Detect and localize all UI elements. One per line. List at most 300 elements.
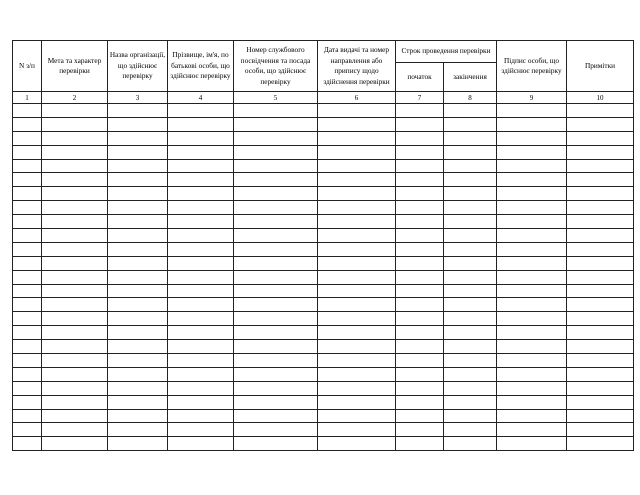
table-row bbox=[13, 395, 634, 409]
table-cell bbox=[318, 242, 396, 256]
table-cell bbox=[396, 367, 444, 381]
table-cell bbox=[168, 395, 234, 409]
header-notes: Примітки bbox=[567, 41, 634, 92]
table-cell bbox=[497, 298, 567, 312]
table-cell bbox=[567, 395, 634, 409]
table-cell bbox=[318, 187, 396, 201]
table-cell bbox=[168, 117, 234, 131]
table-cell bbox=[234, 104, 318, 118]
column-number: 3 bbox=[108, 92, 168, 104]
table-row bbox=[13, 312, 634, 326]
table-cell bbox=[567, 437, 634, 451]
column-number: 7 bbox=[396, 92, 444, 104]
table-cell bbox=[13, 312, 42, 326]
table-cell bbox=[168, 256, 234, 270]
table-cell bbox=[497, 242, 567, 256]
table-cell bbox=[13, 242, 42, 256]
table-cell bbox=[444, 284, 497, 298]
table-cell bbox=[444, 395, 497, 409]
table-cell bbox=[318, 104, 396, 118]
table-cell bbox=[318, 229, 396, 243]
table-cell bbox=[318, 270, 396, 284]
table-cell bbox=[318, 437, 396, 451]
table-cell bbox=[42, 229, 108, 243]
table-cell bbox=[168, 284, 234, 298]
table-cell bbox=[567, 312, 634, 326]
table-cell bbox=[42, 340, 108, 354]
header-period-start: початок bbox=[396, 63, 444, 92]
table-row bbox=[13, 145, 634, 159]
table-row bbox=[13, 201, 634, 215]
table-cell bbox=[42, 187, 108, 201]
table-cell bbox=[42, 270, 108, 284]
table-cell bbox=[168, 367, 234, 381]
table-cell bbox=[42, 173, 108, 187]
table-cell bbox=[444, 145, 497, 159]
table-cell bbox=[13, 284, 42, 298]
table-cell bbox=[444, 437, 497, 451]
header-number: N з/п bbox=[13, 41, 42, 92]
table-cell bbox=[42, 117, 108, 131]
table-cell bbox=[42, 284, 108, 298]
header-inspector-name: Прізвище, ім'я, по батькові особи, що здійснює перевірку bbox=[168, 41, 234, 92]
table-cell bbox=[42, 256, 108, 270]
header-period: Строк проведення перевірки bbox=[396, 41, 497, 63]
table-cell bbox=[168, 201, 234, 215]
table-row bbox=[13, 409, 634, 423]
table-cell bbox=[396, 423, 444, 437]
table-cell bbox=[396, 326, 444, 340]
table-cell bbox=[108, 201, 168, 215]
table-cell bbox=[444, 242, 497, 256]
table-cell bbox=[444, 229, 497, 243]
table-cell bbox=[108, 270, 168, 284]
table-cell bbox=[108, 326, 168, 340]
table-cell bbox=[108, 409, 168, 423]
table-cell bbox=[497, 270, 567, 284]
table-cell bbox=[234, 229, 318, 243]
table-cell bbox=[108, 367, 168, 381]
table-cell bbox=[497, 354, 567, 368]
table-cell bbox=[42, 409, 108, 423]
table-cell bbox=[13, 423, 42, 437]
table-cell bbox=[108, 117, 168, 131]
table-row bbox=[13, 326, 634, 340]
table-cell bbox=[168, 104, 234, 118]
table-cell bbox=[234, 298, 318, 312]
header-row-top bbox=[13, 41, 634, 63]
table-cell bbox=[497, 340, 567, 354]
table-cell bbox=[234, 215, 318, 229]
table-cell bbox=[497, 229, 567, 243]
column-number: 1 bbox=[13, 92, 42, 104]
table-cell bbox=[444, 354, 497, 368]
table-cell bbox=[234, 409, 318, 423]
header-period-end: закінчення bbox=[444, 63, 497, 92]
table-cell bbox=[234, 159, 318, 173]
table-cell bbox=[567, 229, 634, 243]
table-cell bbox=[108, 215, 168, 229]
table-cell bbox=[318, 145, 396, 159]
table-cell bbox=[396, 340, 444, 354]
table-cell bbox=[318, 326, 396, 340]
table-cell bbox=[42, 131, 108, 145]
header-certificate: Номер службового посвідчення та посада особи, що здійснює перевірку bbox=[234, 41, 318, 92]
table-cell bbox=[318, 381, 396, 395]
table-cell bbox=[13, 437, 42, 451]
table-cell bbox=[234, 312, 318, 326]
table-row bbox=[13, 242, 634, 256]
table-cell bbox=[108, 242, 168, 256]
table-cell bbox=[234, 326, 318, 340]
table-cell bbox=[108, 159, 168, 173]
table-cell bbox=[13, 131, 42, 145]
table-cell bbox=[497, 312, 567, 326]
table-cell bbox=[497, 215, 567, 229]
table-cell bbox=[567, 117, 634, 131]
table-cell bbox=[567, 326, 634, 340]
table-cell bbox=[318, 131, 396, 145]
table-cell bbox=[108, 298, 168, 312]
table-cell bbox=[42, 312, 108, 326]
table-cell bbox=[168, 215, 234, 229]
table-cell bbox=[108, 145, 168, 159]
table-row bbox=[13, 187, 634, 201]
table-cell bbox=[168, 437, 234, 451]
table-cell bbox=[234, 437, 318, 451]
table-row bbox=[13, 131, 634, 145]
table-cell bbox=[396, 312, 444, 326]
table-cell bbox=[396, 187, 444, 201]
table-cell bbox=[396, 437, 444, 451]
table-cell bbox=[567, 354, 634, 368]
table-cell bbox=[318, 340, 396, 354]
table-cell bbox=[318, 409, 396, 423]
table-cell bbox=[42, 437, 108, 451]
table-cell bbox=[396, 131, 444, 145]
table-cell bbox=[444, 340, 497, 354]
table-cell bbox=[567, 367, 634, 381]
table-cell bbox=[42, 423, 108, 437]
table-cell bbox=[497, 131, 567, 145]
table-row bbox=[13, 117, 634, 131]
table-cell bbox=[13, 145, 42, 159]
table-cell bbox=[567, 381, 634, 395]
column-number: 2 bbox=[42, 92, 108, 104]
table-cell bbox=[42, 159, 108, 173]
table-cell bbox=[396, 256, 444, 270]
table-cell bbox=[396, 159, 444, 173]
table-row bbox=[13, 256, 634, 270]
column-number: 9 bbox=[497, 92, 567, 104]
table-cell bbox=[234, 340, 318, 354]
table-cell bbox=[497, 284, 567, 298]
table-cell bbox=[318, 312, 396, 326]
table-cell bbox=[567, 201, 634, 215]
table-cell bbox=[396, 381, 444, 395]
table-cell bbox=[13, 270, 42, 284]
column-number-row bbox=[13, 92, 634, 104]
table-cell bbox=[13, 298, 42, 312]
table-cell bbox=[497, 381, 567, 395]
header-order-date: Дата видачі та номер направлення або припису щодо здійснення перевірки bbox=[318, 41, 396, 92]
table-cell bbox=[168, 423, 234, 437]
table-cell bbox=[497, 423, 567, 437]
table-cell bbox=[497, 159, 567, 173]
table-cell bbox=[396, 242, 444, 256]
column-number: 6 bbox=[318, 92, 396, 104]
table-cell bbox=[396, 117, 444, 131]
table-cell bbox=[318, 117, 396, 131]
table-cell bbox=[444, 131, 497, 145]
table-cell bbox=[234, 187, 318, 201]
table-cell bbox=[497, 187, 567, 201]
table-cell bbox=[13, 381, 42, 395]
table-cell bbox=[13, 187, 42, 201]
table-cell bbox=[13, 326, 42, 340]
table-cell bbox=[318, 256, 396, 270]
table-cell bbox=[396, 145, 444, 159]
table-cell bbox=[42, 367, 108, 381]
header-signature: Підпис особи, що здійснює перевірку bbox=[497, 41, 567, 92]
table-cell bbox=[234, 395, 318, 409]
table-cell bbox=[444, 367, 497, 381]
column-number: 5 bbox=[234, 92, 318, 104]
table-row bbox=[13, 215, 634, 229]
table-cell bbox=[108, 187, 168, 201]
table-cell bbox=[318, 215, 396, 229]
table-row bbox=[13, 229, 634, 243]
table-cell bbox=[567, 409, 634, 423]
table-cell bbox=[108, 104, 168, 118]
table-cell bbox=[567, 215, 634, 229]
table-cell bbox=[13, 104, 42, 118]
table-cell bbox=[396, 201, 444, 215]
table-cell bbox=[444, 187, 497, 201]
table-cell bbox=[108, 340, 168, 354]
table-cell bbox=[444, 270, 497, 284]
header-organization: Назва організації, що здійснює перевірку bbox=[108, 41, 168, 92]
table-cell bbox=[13, 395, 42, 409]
table-cell bbox=[396, 104, 444, 118]
table-cell bbox=[234, 423, 318, 437]
table-cell bbox=[318, 395, 396, 409]
table-cell bbox=[13, 201, 42, 215]
table-cell bbox=[567, 340, 634, 354]
table-cell bbox=[234, 131, 318, 145]
table-cell bbox=[168, 187, 234, 201]
table-cell bbox=[444, 312, 497, 326]
table-cell bbox=[42, 145, 108, 159]
table-cell bbox=[42, 201, 108, 215]
table-row bbox=[13, 284, 634, 298]
table-cell bbox=[396, 229, 444, 243]
table-cell bbox=[168, 354, 234, 368]
table-cell bbox=[42, 326, 108, 340]
table-row bbox=[13, 270, 634, 284]
table-cell bbox=[444, 173, 497, 187]
table-cell bbox=[234, 354, 318, 368]
table-cell bbox=[13, 367, 42, 381]
table-cell bbox=[234, 284, 318, 298]
table-cell bbox=[13, 354, 42, 368]
table-row bbox=[13, 173, 634, 187]
table-cell bbox=[497, 326, 567, 340]
table-cell bbox=[108, 256, 168, 270]
table-cell bbox=[497, 409, 567, 423]
table-cell bbox=[567, 173, 634, 187]
table-cell bbox=[13, 159, 42, 173]
register-body bbox=[13, 104, 634, 451]
table-cell bbox=[42, 381, 108, 395]
table-cell bbox=[108, 131, 168, 145]
table-row bbox=[13, 340, 634, 354]
table-cell bbox=[567, 423, 634, 437]
table-cell bbox=[42, 215, 108, 229]
table-cell bbox=[444, 104, 497, 118]
table-cell bbox=[567, 298, 634, 312]
table-cell bbox=[567, 104, 634, 118]
table-cell bbox=[168, 340, 234, 354]
table-cell bbox=[396, 215, 444, 229]
table-cell bbox=[13, 173, 42, 187]
table-cell bbox=[234, 256, 318, 270]
table-cell bbox=[396, 270, 444, 284]
table-cell bbox=[168, 242, 234, 256]
table-cell bbox=[497, 367, 567, 381]
table-cell bbox=[567, 145, 634, 159]
table-cell bbox=[497, 145, 567, 159]
table-cell bbox=[13, 229, 42, 243]
table-cell bbox=[13, 256, 42, 270]
table-cell bbox=[567, 131, 634, 145]
table-cell bbox=[168, 381, 234, 395]
inspection-register-table bbox=[12, 40, 634, 451]
table-cell bbox=[567, 159, 634, 173]
table-cell bbox=[234, 201, 318, 215]
table-cell bbox=[168, 131, 234, 145]
table-cell bbox=[42, 395, 108, 409]
table-row bbox=[13, 437, 634, 451]
table-cell bbox=[168, 173, 234, 187]
table-cell bbox=[497, 104, 567, 118]
table-cell bbox=[318, 298, 396, 312]
table-row bbox=[13, 381, 634, 395]
column-number: 10 bbox=[567, 92, 634, 104]
table-cell bbox=[318, 173, 396, 187]
table-cell bbox=[234, 173, 318, 187]
table-cell bbox=[444, 117, 497, 131]
table-cell bbox=[168, 270, 234, 284]
table-cell bbox=[13, 340, 42, 354]
column-number: 4 bbox=[168, 92, 234, 104]
table-cell bbox=[168, 326, 234, 340]
table-cell bbox=[108, 381, 168, 395]
table-cell bbox=[234, 145, 318, 159]
table-cell bbox=[567, 270, 634, 284]
table-cell bbox=[444, 298, 497, 312]
table-row bbox=[13, 104, 634, 118]
table-cell bbox=[444, 423, 497, 437]
table-cell bbox=[497, 256, 567, 270]
table-cell bbox=[168, 159, 234, 173]
table-cell bbox=[444, 201, 497, 215]
table-cell bbox=[234, 381, 318, 395]
table-cell bbox=[42, 104, 108, 118]
table-cell bbox=[396, 409, 444, 423]
table-cell bbox=[234, 242, 318, 256]
table-cell bbox=[444, 381, 497, 395]
table-cell bbox=[396, 354, 444, 368]
table-cell bbox=[497, 395, 567, 409]
table-cell bbox=[42, 354, 108, 368]
table-cell bbox=[168, 229, 234, 243]
table-cell bbox=[168, 145, 234, 159]
table-cell bbox=[108, 395, 168, 409]
table-cell bbox=[168, 312, 234, 326]
table-cell bbox=[318, 284, 396, 298]
table-cell bbox=[234, 117, 318, 131]
table-cell bbox=[168, 298, 234, 312]
table-cell bbox=[318, 367, 396, 381]
table-cell bbox=[567, 284, 634, 298]
table-cell bbox=[108, 354, 168, 368]
table-cell bbox=[42, 242, 108, 256]
table-row bbox=[13, 159, 634, 173]
table-cell bbox=[396, 395, 444, 409]
table-cell bbox=[108, 423, 168, 437]
table-cell bbox=[168, 409, 234, 423]
table-cell bbox=[318, 354, 396, 368]
table-cell bbox=[396, 284, 444, 298]
table-cell bbox=[108, 437, 168, 451]
table-cell bbox=[444, 215, 497, 229]
table-cell bbox=[497, 117, 567, 131]
table-cell bbox=[234, 270, 318, 284]
table-cell bbox=[108, 229, 168, 243]
table-row bbox=[13, 354, 634, 368]
table-row bbox=[13, 298, 634, 312]
table-cell bbox=[444, 409, 497, 423]
table-cell bbox=[497, 201, 567, 215]
table-row bbox=[13, 367, 634, 381]
table-cell bbox=[13, 215, 42, 229]
table-cell bbox=[234, 367, 318, 381]
table-cell bbox=[444, 256, 497, 270]
table-cell bbox=[318, 423, 396, 437]
column-number: 8 bbox=[444, 92, 497, 104]
table-cell bbox=[396, 173, 444, 187]
table-cell bbox=[318, 201, 396, 215]
table-cell bbox=[567, 187, 634, 201]
table-cell bbox=[567, 256, 634, 270]
table-cell bbox=[318, 159, 396, 173]
table-cell bbox=[108, 312, 168, 326]
table-cell bbox=[108, 284, 168, 298]
table-cell bbox=[444, 326, 497, 340]
table-cell bbox=[108, 173, 168, 187]
table-cell bbox=[444, 159, 497, 173]
table-cell bbox=[567, 242, 634, 256]
header-purpose: Мета та характер перевірки bbox=[42, 41, 108, 92]
table-cell bbox=[396, 298, 444, 312]
table-cell bbox=[13, 409, 42, 423]
table-cell bbox=[497, 437, 567, 451]
table-cell bbox=[42, 298, 108, 312]
table-cell bbox=[497, 173, 567, 187]
table-cell bbox=[13, 117, 42, 131]
table-row bbox=[13, 423, 634, 437]
